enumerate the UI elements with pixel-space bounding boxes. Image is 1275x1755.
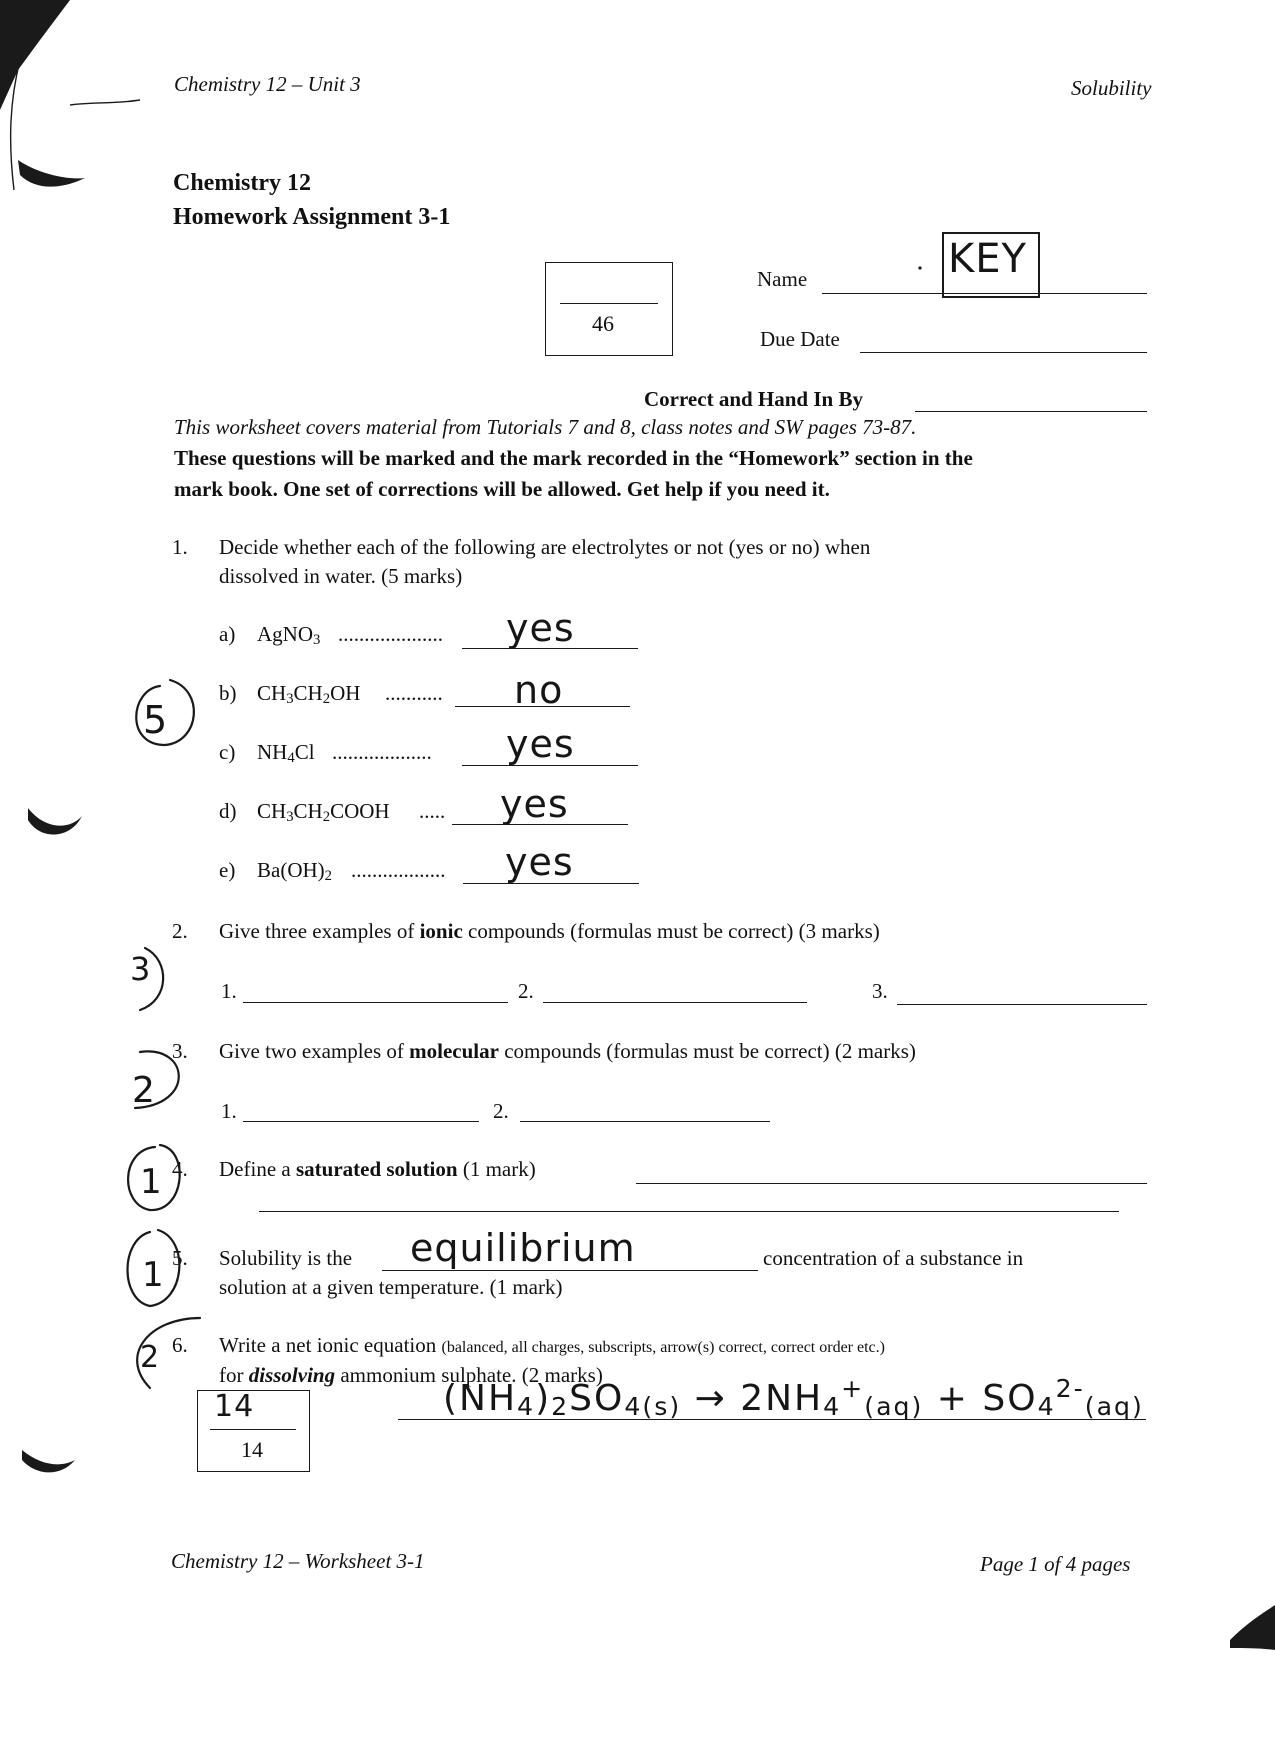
q4-answer-line-2[interactable]: [259, 1211, 1119, 1212]
q3-blank-2-label: 2.: [493, 1099, 509, 1123]
q5-text-b: concentration of a substance in: [763, 1246, 1024, 1270]
title-line1: Chemistry 12: [173, 170, 311, 196]
q3-text-bold: molecular: [409, 1039, 499, 1063]
q1b-dots: ...........: [385, 681, 443, 705]
q1-margin-mark: 5: [143, 698, 169, 742]
subtotal-box: [197, 1390, 310, 1472]
subtotal-fraction-bar: [210, 1429, 296, 1430]
header-left: Chemistry 12 – Unit 3: [174, 72, 361, 96]
q2-text-bold: ionic: [419, 919, 463, 943]
q1d-answer: yes: [500, 782, 569, 826]
score-total: 46: [592, 311, 614, 336]
correct-field[interactable]: [915, 411, 1147, 412]
score-fraction-bar: [560, 303, 658, 304]
q6-text-a: Write a net ionic equation: [219, 1333, 442, 1357]
q1a-compound: AgNO$_3$: [257, 622, 321, 648]
q6-line2-a: for: [219, 1363, 249, 1387]
due-date-field[interactable]: [860, 352, 1147, 353]
q1e-dots: ..................: [351, 858, 446, 882]
q6-text-1: [219, 1333, 885, 1358]
q1c-compound: $NH_4Cl$: [257, 740, 315, 766]
q1d-letter: d): [219, 799, 237, 823]
q3-margin-mark: 2: [132, 1070, 156, 1111]
q1-text-2: dissolved in water. (5 marks): [219, 564, 463, 588]
scan-artifact-left-3: [22, 1450, 75, 1472]
q1-text-1: Decide whether each of the following are electrolytes or not (yes or no) when: [219, 535, 871, 559]
intro-italic: This worksheet covers material from Tutorials 7 and 8, class notes and SW pages 73-87.: [174, 415, 917, 439]
subtotal-score: 14: [214, 1389, 255, 1424]
header-right: Solubility: [1071, 76, 1152, 100]
q6-answer: $(NH_4)_2SO_{4(s)} \to 2NH_4^+_{(aq)} + SO_4^{2-}_{(aq)}$: [443, 1374, 1144, 1422]
q1c-letter: c): [219, 740, 236, 764]
q1b-compound: $CH_3CH_2OH$: [257, 681, 361, 707]
q4-text-bold: saturated solution: [295, 1157, 458, 1181]
q1b-letter: b): [219, 681, 237, 705]
q3-number: 3.: [172, 1039, 188, 1063]
due-date-label: Due Date: [760, 327, 840, 351]
subtotal-total: 14: [241, 1437, 263, 1462]
q6-number: 6.: [172, 1333, 188, 1357]
footer-left: Chemistry 12 – Worksheet 3-1: [171, 1549, 425, 1573]
q1e-compound: $Ba(OH)_2$: [257, 858, 332, 884]
q1e-letter: e): [219, 858, 236, 882]
q4-answer-line-1[interactable]: [636, 1183, 1147, 1184]
q6-line2-bold: dissolving: [248, 1363, 336, 1387]
q2-blank-3-label: 3.: [872, 979, 888, 1003]
q1a-answer: yes: [506, 606, 575, 650]
q1b-answer: no: [514, 668, 564, 712]
scan-artifact-top-left: [0, 0, 70, 110]
scan-artifact-left-stroke: [11, 60, 20, 190]
q5-number: 5.: [172, 1246, 188, 1270]
q4-text: [219, 1157, 536, 1182]
q2-margin-mark: 3: [130, 950, 152, 988]
q3-blank-2[interactable]: [520, 1121, 770, 1122]
q2-number: 2.: [172, 919, 188, 943]
key-dot: [918, 266, 921, 269]
q2-blank-1-label: 1.: [221, 979, 237, 1003]
q2-blank-3[interactable]: [897, 1004, 1147, 1005]
title-line2: Homework Assignment 3-1: [173, 204, 451, 230]
q6-text-small: (balanced, all charges, subscripts, arrow(s) correct, correct order etc.): [441, 1339, 885, 1356]
intro-bold-1: These questions will be marked and the mark recorded in the “Homework” section in the: [174, 446, 973, 470]
q6-line2-b: ammonium sulphate. (2 marks): [335, 1363, 603, 1387]
q2-blank-2[interactable]: [543, 1002, 807, 1003]
q3-blank-1[interactable]: [243, 1121, 479, 1122]
q4-number: 4.: [172, 1157, 188, 1181]
q6-margin-mark: 2: [140, 1340, 161, 1375]
q5-text-a: Solubility is the: [219, 1246, 353, 1270]
q5-text-2: solution at a given temperature. (1 mark): [219, 1275, 563, 1299]
q2-text: [219, 919, 880, 944]
q1c-answer: yes: [506, 722, 575, 766]
q1d-compound: $CH_3CH_2COOH$: [257, 799, 390, 825]
q4-text-a: Define a: [219, 1157, 296, 1181]
q5-answer-line[interactable]: [382, 1270, 758, 1271]
name-value: KEY: [948, 236, 1027, 282]
q2-blank-1[interactable]: [243, 1002, 508, 1003]
correct-label: Correct and Hand In By: [644, 387, 863, 411]
footer-right: Page 1 of 4 pages: [980, 1552, 1131, 1576]
q3-text-b: compounds (formulas must be correct) (2 marks): [498, 1039, 916, 1063]
q3-text: [219, 1039, 916, 1064]
q1e-answer: yes: [505, 840, 574, 884]
q2-text-b: compounds (formulas must be correct) (3 marks): [462, 919, 880, 943]
q4-margin-mark: 1: [140, 1162, 163, 1202]
q5-answer: equilibrium: [410, 1226, 636, 1270]
q2-blank-2-label: 2.: [518, 979, 534, 1003]
scan-artifact-left-stroke-2: [70, 100, 140, 105]
scan-artifact-left-2: [28, 808, 82, 835]
intro-bold-2: mark book. One set of corrections will be allowed. Get help if you need it.: [174, 477, 830, 501]
q2-text-a: Give three examples of: [219, 919, 420, 943]
q1c-dots: ...................: [332, 740, 432, 764]
q5-margin-mark: 1: [142, 1255, 165, 1295]
q1a-dots: ....................: [338, 622, 443, 646]
q1-number: 1.: [172, 535, 188, 559]
scan-artifact-bottom-right: [1230, 1605, 1275, 1650]
score-box: [545, 262, 673, 356]
q3-text-a: Give two examples of: [219, 1039, 410, 1063]
q4-text-b: (1 mark): [457, 1157, 536, 1181]
q1a-letter: a): [219, 622, 236, 646]
q3-blank-1-label: 1.: [221, 1099, 237, 1123]
name-label: Name: [757, 267, 808, 291]
scan-artifact-left-1: [18, 160, 85, 187]
q1d-dots: .....: [419, 799, 446, 823]
